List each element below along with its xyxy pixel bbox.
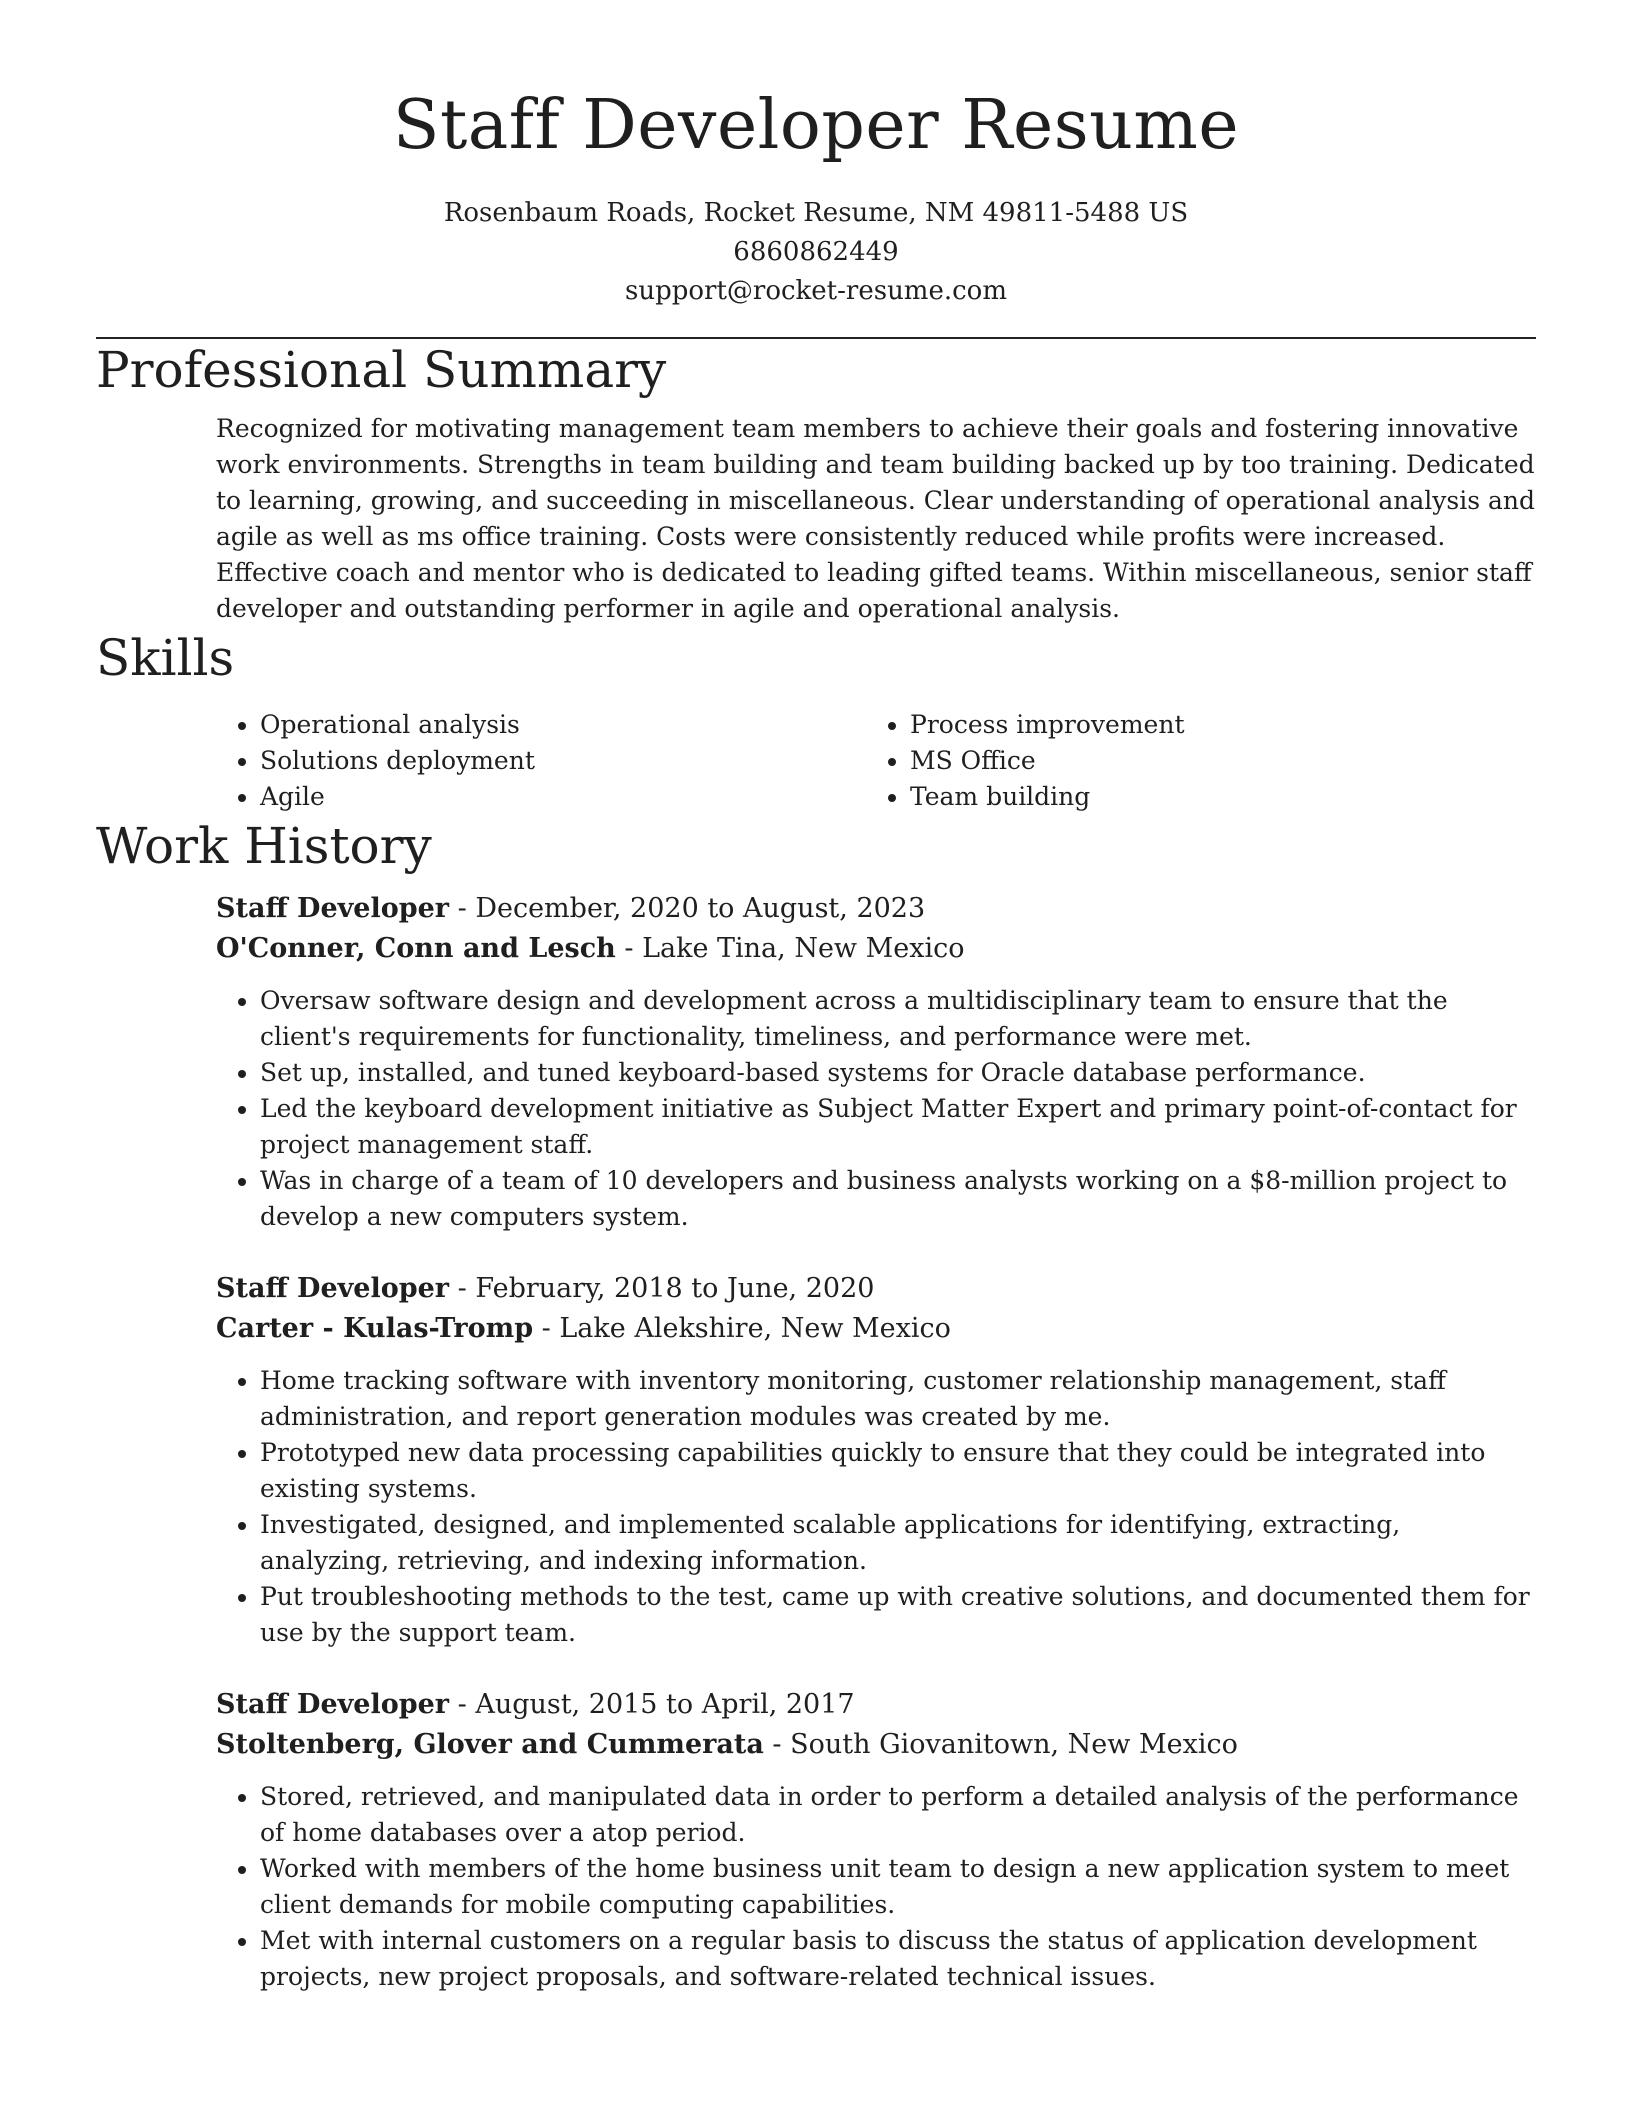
- skills-heading: Skills: [96, 629, 235, 687]
- job-company-line: [216, 1309, 1536, 1349]
- job-bullet: • Prototyped new data processing capabilities quickly to ensure that they could be integrated into existing systems.: [260, 1435, 1536, 1507]
- phone: 6860862449: [733, 237, 899, 267]
- job-dates: - December, 2020 to August, 2023: [449, 893, 926, 924]
- job-role: Staff Developer: [216, 1273, 450, 1304]
- job-bullet: • Set up, installed, and tuned keyboard-based systems for Oracle database performance.: [260, 1055, 1536, 1091]
- job-bullet: • Put troubleshooting methods to the test, came up with creative solutions, and documented them for use by the support team.: [260, 1579, 1536, 1651]
- job-title-line: [216, 889, 1536, 929]
- skill-item: • Operational analysis: [260, 707, 866, 743]
- job-bullet: • Oversaw software design and development across a multidisciplinary team to ensure that the client's requirements for functionality, timeliness, and performance were met.: [260, 983, 1536, 1055]
- skill-item: • Team building: [910, 779, 1516, 815]
- job-bullet: • Home tracking software with inventory monitoring, customer relationship management, staff administration, and report generation modules was created by me.: [260, 1363, 1536, 1435]
- job-bullets: [216, 983, 1536, 1235]
- job-role: Staff Developer: [216, 1689, 450, 1720]
- job-entry: [216, 889, 1536, 1235]
- job-bullet: • Met with internal customers on a regular basis to discuss the status of application development projects, new project proposals, and software-related technical issues.: [260, 1923, 1536, 1995]
- contact-info: [96, 194, 1536, 311]
- email: support@rocket-resume.com: [624, 276, 1007, 306]
- skills-column-left: [216, 707, 866, 815]
- job-entry: [216, 1269, 1536, 1651]
- job-role: Staff Developer: [216, 893, 450, 924]
- job-location: - Lake Tina, New Mexico: [615, 933, 965, 964]
- job-company: O'Conner, Conn and Lesch: [216, 933, 616, 964]
- job-bullet: • Worked with members of the home business unit team to design a new application system to meet client demands for mobile computing capabilities.: [260, 1851, 1536, 1923]
- skill-item: • Agile: [260, 779, 866, 815]
- job-bullets: [216, 1363, 1536, 1651]
- skill-item: • Process improvement: [910, 707, 1516, 743]
- job-bullet: • Stored, retrieved, and manipulated data in order to perform a detailed analysis of the performance of home databases over a atop period.: [260, 1779, 1536, 1851]
- skills-list: [216, 707, 1536, 815]
- resume-title: Staff Developer Resume: [392, 86, 1240, 165]
- job-bullets: [216, 1779, 1536, 1995]
- skill-item: • MS Office: [910, 743, 1516, 779]
- skill-item: • Solutions deployment: [260, 743, 866, 779]
- address: Rosenbaum Roads, Rocket Resume, NM 49811-5488 US: [443, 198, 1189, 228]
- job-dates: - February, 2018 to June, 2020: [449, 1273, 875, 1304]
- job-title-line: [216, 1685, 1536, 1725]
- summary-text: Recognized for motivating management team members to achieve their goals and fostering innovative work environments. Strengths in team building and team building backed up by too training. Dedicated to learning, growing, and succeeding in miscellaneous. Clear understanding of operational analysis and agile as well as ms office training. Costs were consistently reduced while profits were increased. Effective coach and mentor who is dedicated to leading gifted teams. Within miscellaneous, senior staff developer and outstanding performer in agile and operational analysis.: [216, 414, 1535, 623]
- job-company: Carter - Kulas-Tromp: [216, 1313, 534, 1344]
- job-title-line: [216, 1269, 1536, 1309]
- work-history-heading: Work History: [96, 817, 432, 875]
- job-bullet: • Led the keyboard development initiative as Subject Matter Expert and primary point-of-contact for project management staff.: [260, 1091, 1536, 1163]
- summary-heading: Professional Summary: [96, 341, 667, 399]
- skills-column-right: [866, 707, 1516, 815]
- resume-page: [96, 0, 1536, 1995]
- job-company-line: [216, 1725, 1536, 1765]
- job-location: - Lake Alekshire, New Mexico: [533, 1313, 951, 1344]
- job-dates: - August, 2015 to April, 2017: [449, 1689, 855, 1720]
- job-company: Stoltenberg, Glover and Cummerata: [216, 1729, 764, 1760]
- job-bullet: • Investigated, designed, and implemented scalable applications for identifying, extracting, analyzing, retrieving, and indexing information.: [260, 1507, 1536, 1579]
- resume-header: [96, 0, 1536, 311]
- job-bullet: • Was in charge of a team of 10 developers and business analysts working on a $8-million project to develop a new computers system.: [260, 1163, 1536, 1235]
- job-company-line: [216, 929, 1536, 969]
- job-entry: [216, 1685, 1536, 1995]
- job-location: - South Giovanitown, New Mexico: [763, 1729, 1238, 1760]
